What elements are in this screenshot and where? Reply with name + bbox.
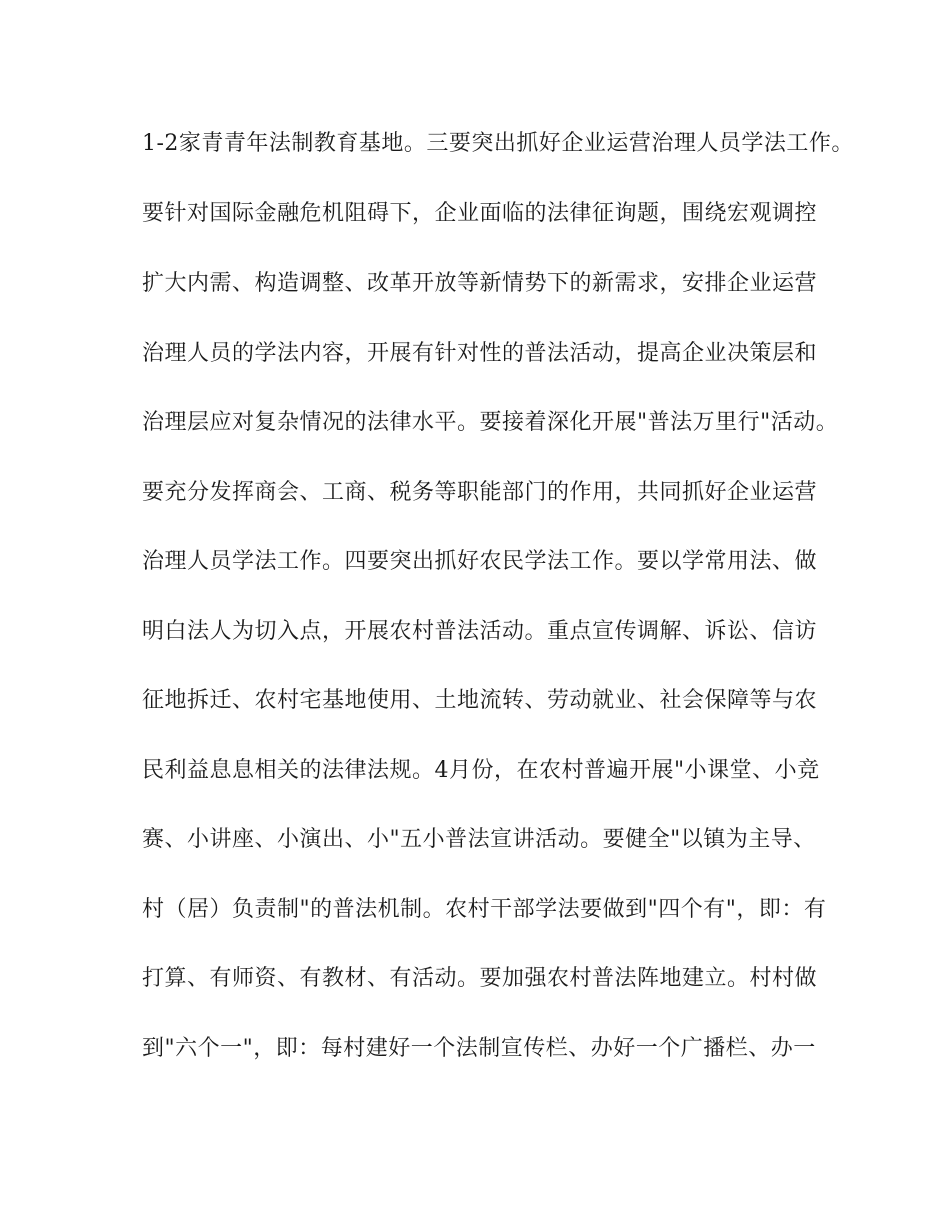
text-line: 村（居）负责制"的普法机制。农村干部学法要做到"四个有"，即：有 [142,896,827,922]
body-text [142,122,854,1096]
text-line: 扩大内需、构造调整、改革开放等新情势下的新需求，安排企业运营 [142,271,818,296]
text-line: 要针对国际金融危机阻碍下，企业面临的法律征询题，围绕宏观调控 [142,201,818,226]
text-line: 1-2家青青年法制教育基地。三要突出抓好企业运营治理人员学法工作。 [142,131,854,156]
text-line: 赛、小讲座、小演出、小"五小普法宣讲活动。要健全"以镇为主导、 [142,827,816,852]
text-line: 明白法人为切入点，开展农村普法活动。重点宣传调解、诉讼、信访 [142,618,818,644]
text-line: 打算、有师资、有教材、有活动。要加强农村普法阵地建立。村村做 [142,966,818,991]
text-line: 治理人员学法工作。四要突出抓好农民学法工作。要以学常用法、做 [142,549,818,574]
text-line: 征地拆迁、农村宅基地使用、土地流转、劳动就业、社会保障等与农 [142,688,818,713]
text-line: 治理层应对复杂情况的法律水平。要接着深化开展"普法万里行"活动。 [142,410,839,435]
text-line: 到"六个一"，即：每村建好一个法制宣传栏、办好一个广播栏、办一 [142,1035,816,1061]
text-line: 治理人员的学法内容，开展有针对性的普法活动，提高企业决策层和 [142,340,818,366]
text-line: 民利益息息相关的法律法规。4月份，在农村普遍开展"小课堂、小竞 [142,757,820,783]
text-line: 要充分发挥商会、工商、税务等职能部门的作用，共同抓好企业运营 [142,479,818,505]
